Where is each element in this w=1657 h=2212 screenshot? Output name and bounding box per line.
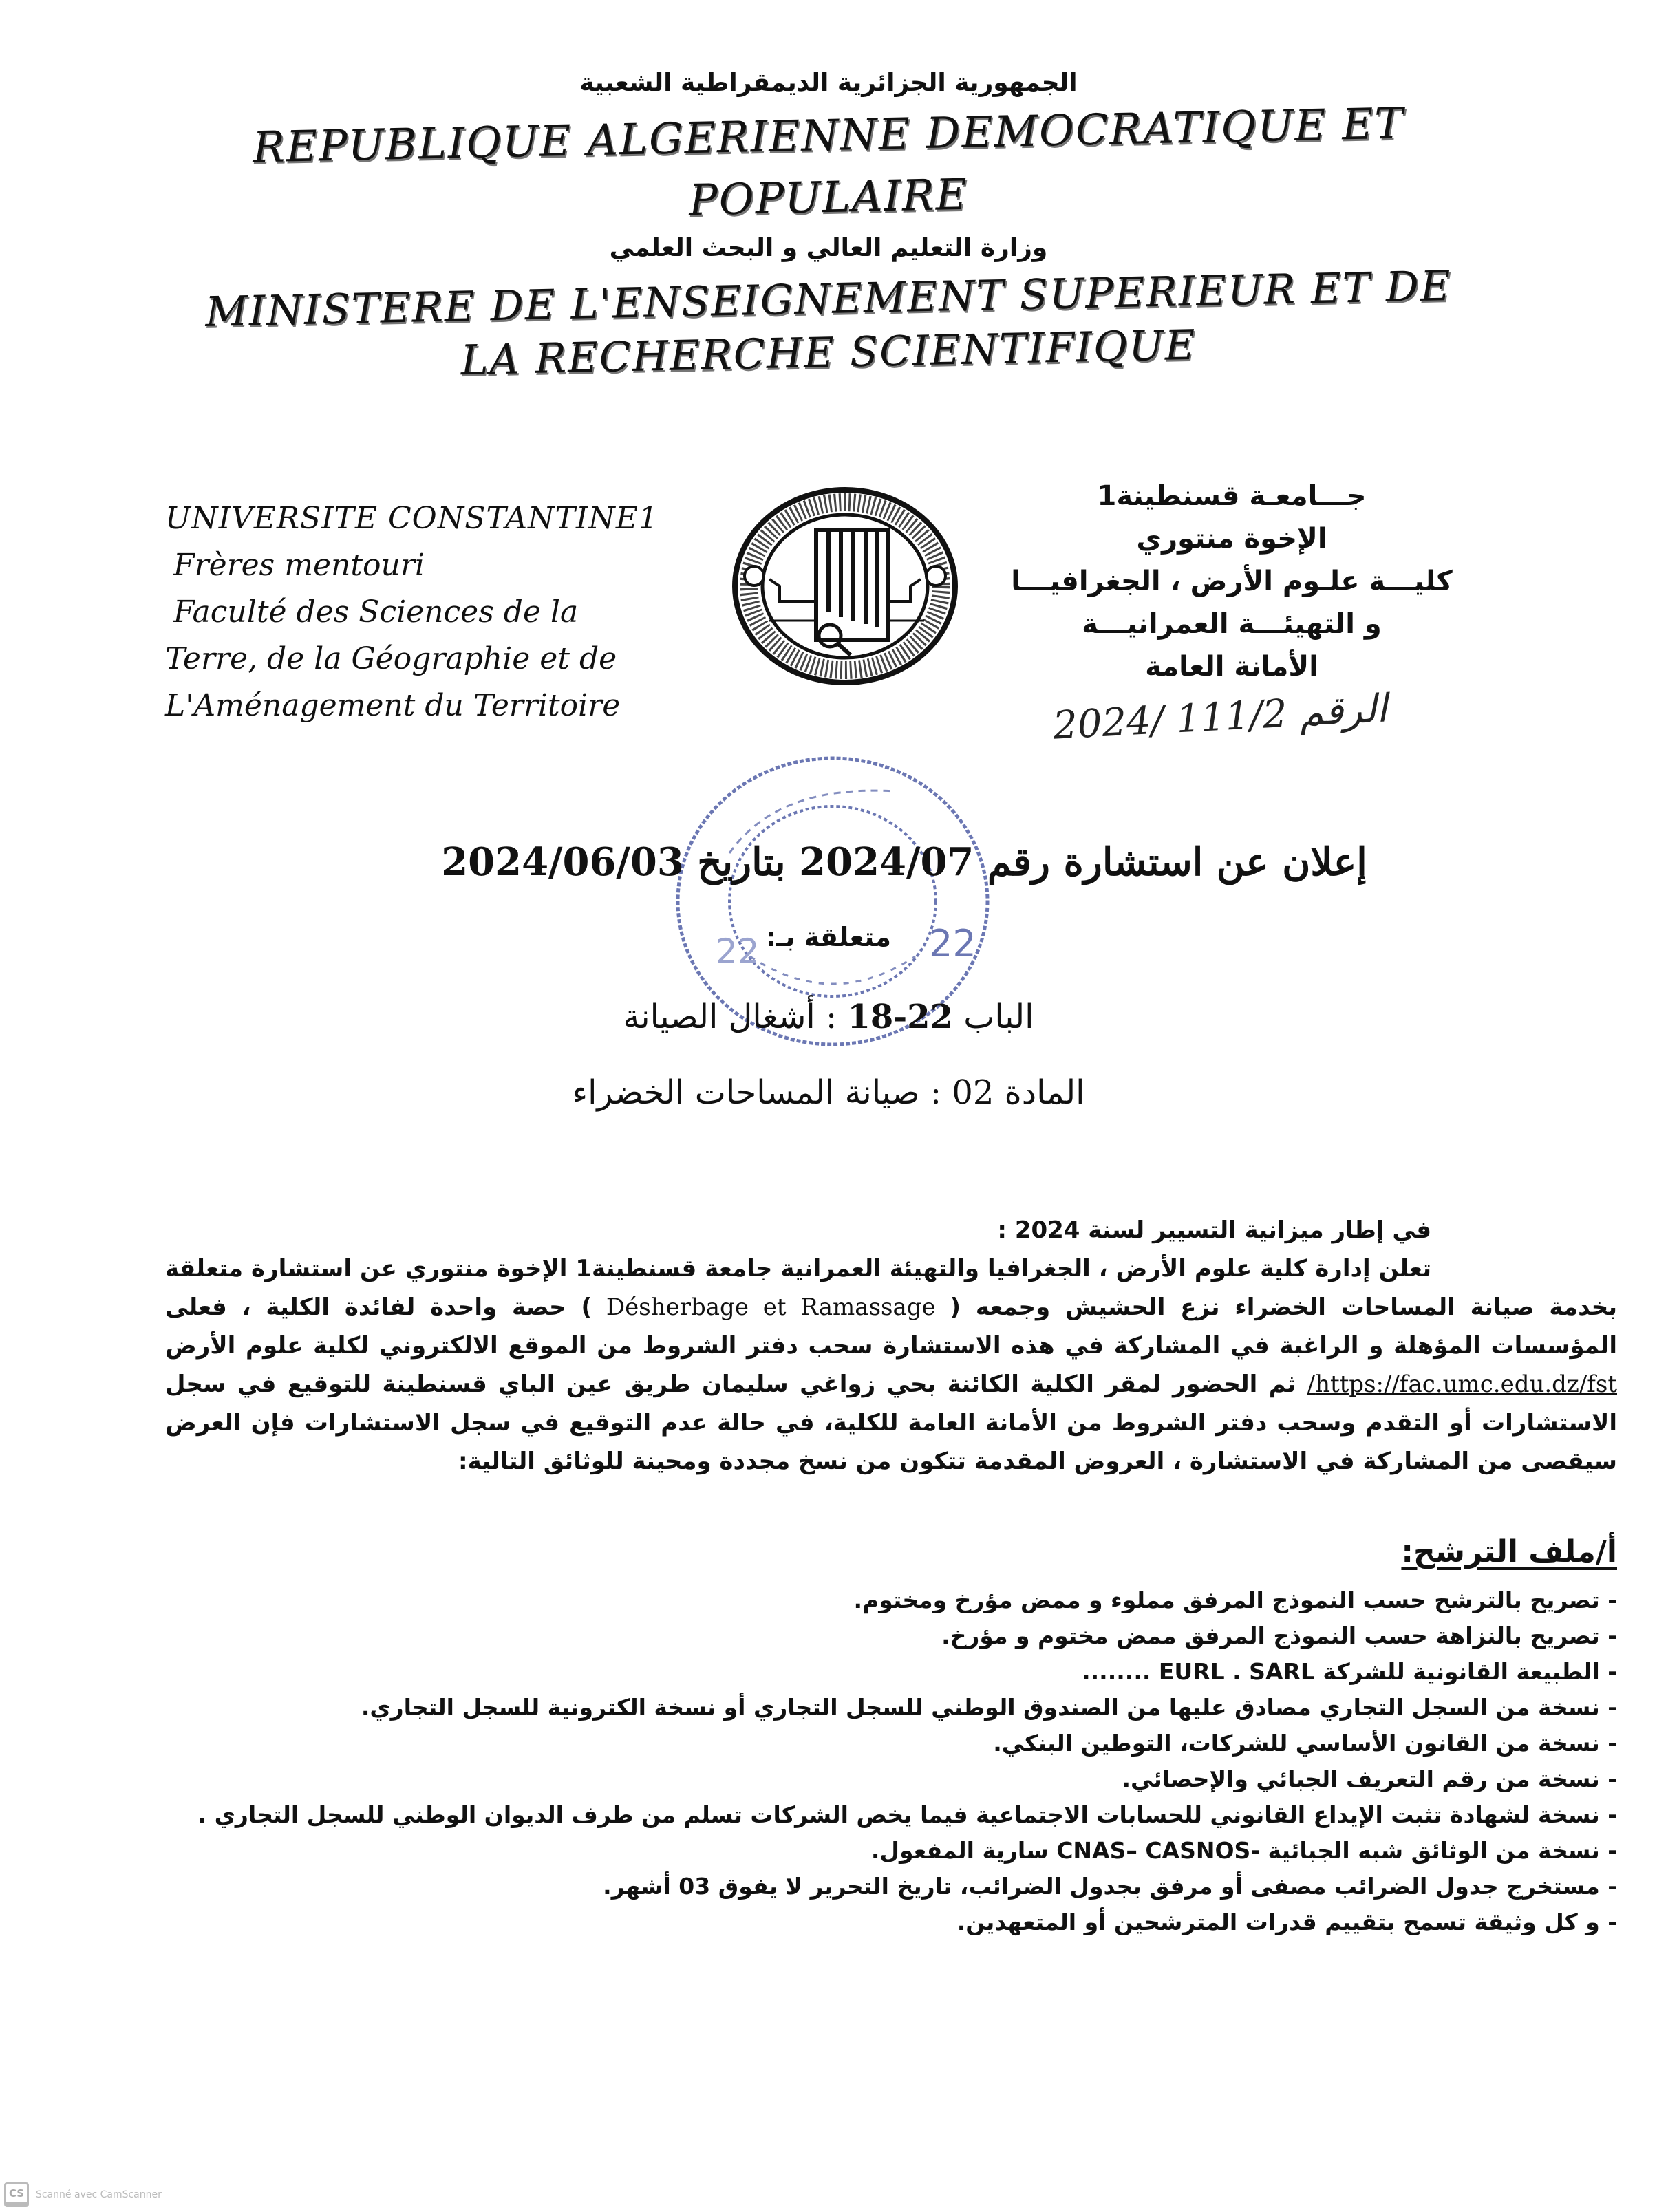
list-item: - تصريح بالنزاهة حسب النموذج المرفق ممض مختوم و مؤرخ.: [941, 1622, 1617, 1649]
service-latin-name: Désherbage et Ramassage: [592, 1293, 950, 1321]
stamp-number: 22: [929, 922, 976, 965]
institution-french-line: L'Aménagement du Territoire: [165, 688, 621, 723]
institution-arabic-block: [991, 475, 1473, 688]
list-item: - نسخة من الوثائق شبه الجبائية -CNAS– CASNOS سارية المفعول.: [870, 1837, 1617, 1864]
list-item: - الطبيعة القانونية للشركة EURL . SARL ........: [1082, 1658, 1617, 1685]
republic-name-arabic: الجمهورية الجزائرية الديمقراطية الشعبية: [579, 69, 1078, 97]
list-item: - تصريح بالترشح حسب النموذج المرفق مملوء و ممض مؤرخ ومختوم.: [853, 1587, 1617, 1613]
article-number: 02: [952, 1073, 994, 1112]
list-item: - نسخة من رقم التعريف الجبائي والإحصائي.: [1122, 1765, 1617, 1792]
list-item: - نسخة لشهادة تثبت الإيداع القانوني للحسابات الاجتماعية فيما يخص الشركات تسلم من طرف الديوان الوطني للسجل التجاري .: [197, 1801, 1617, 1828]
institution-arabic-line: الأمانة العامة: [1145, 651, 1318, 683]
ministry-name-french-line2: LA RECHERCHE SCIENTIFIQUE: [460, 321, 1197, 385]
announcement-body: [165, 1211, 1617, 1481]
institution-french-line: UNIVERSITE CONSTANTINE1: [165, 501, 659, 536]
article-prefix: المادة: [1004, 1073, 1085, 1112]
list-item: - نسخة من السجل التجاري مصادق عليها من الصندوق الوطني للسجل التجاري أو نسخة الكترونية للسجل التجاري.: [361, 1694, 1617, 1721]
budget-intro: في إطار ميزانية التسيير لسنة 2024 :: [997, 1216, 1431, 1244]
chapter-prefix: الباب: [963, 998, 1034, 1036]
faculty-website-link[interactable]: https://fac.umc.edu.dz/fst/: [1307, 1371, 1617, 1398]
candidacy-file-title: أ/ملف الترشح:: [1401, 1534, 1617, 1569]
institution-arabic-line: جـــامعـة قسنطينة1: [1097, 480, 1367, 512]
institution-french-line: Frères mentouri: [173, 548, 425, 583]
list-item: - مستخرج جدول الضرائب مصفى أو مرفق بجدول الضرائب، تاريخ التحرير لا يفوق 03 أشهر.: [603, 1873, 1617, 1900]
scanner-watermark-text: Scanné avec CamScanner: [36, 2189, 162, 2200]
announcement-paragraph: [165, 1249, 1617, 1481]
institution-french-line: Faculté des Sciences de la: [173, 594, 579, 630]
budget-chapter: [0, 998, 1657, 1036]
article-label: : صيانة المساحات الخضراء: [572, 1073, 942, 1112]
handwritten-reference-number: الرقم 111/2 /2024: [1051, 686, 1389, 749]
chapter-number: 22-18: [847, 998, 953, 1036]
camscanner-logo-icon: CS: [4, 2182, 29, 2207]
paragraph-part: تعلن إدارة كلية علوم الأرض ، الجغرافيا والتهيئة العمرانية جامعة قسنطينة1 الإخوة منتوري عن استشارة متعلقة بخدمة صيانة المساحات الخضراء نزع الحشيش وجمعه (: [165, 1255, 1618, 1321]
republic-name-french-line1: REPUBLIQUE ALGERIENNE DEMOCRATIQUE ET: [252, 98, 1405, 173]
list-item: - نسخة من القانون الأساسي للشركات، التوطين البنكي.: [993, 1730, 1617, 1757]
institution-arabic-line: الإخوة منتوري: [1136, 523, 1327, 555]
ministry-name-french-line1: MINISTERE DE L'ENSEIGNEMENT SUPERIEUR ET DE: [204, 262, 1453, 336]
announcement-title: إعلان عن استشارة رقم 2024/07 بتاريخ 2024/06/03: [441, 839, 1367, 885]
institution-arabic-line: كليـــة علـوم الأرض ، الجغرافيـــا: [1011, 566, 1453, 597]
stamp-number: 22: [716, 932, 760, 971]
chapter-label: : أشغال الصيانة: [623, 998, 837, 1036]
institution-french-line: Terre, de la Géographie et de: [165, 641, 617, 676]
institution-french-block: [165, 495, 659, 729]
paragraph-part: ثم الحضور لمقر الكلية الكائنة بحي زواغي سليمان طريق عين الباي قسنطينة للتوقيع في سجل الاستشارات أو التقدم وسحب دفتر الشروط من الأمانة العامة للكلية، في حالة عدم التوقيع في سجل الاستشارات فإن العرض سيقصى من المشاركة في الاستشارة ، العروض المقدمة تتكون من نسخ مجددة ومحينة للوثائق التالية:: [165, 1371, 1617, 1475]
paragraph-part: ) حصة واحدة لفائدة الكلية ، فعلى المؤسسات المؤهلة و الراغبة في المشاركة في هذه الاستشارة سحب دفتر الشروط من الموقع الالكتروني لكلية علوم الأرض: [165, 1293, 1617, 1360]
scanner-watermark: [4, 2182, 162, 2207]
list-item: - و كل وثيقة تسمح بتقييم قدرات المترشحين أو المتعهدين.: [956, 1909, 1617, 1935]
republic-name-french-line2: POPULAIRE: [688, 169, 969, 226]
institution-arabic-line: و التهيئـــة العمرانيـــة: [1082, 608, 1382, 640]
university-seal-icon: [728, 483, 962, 689]
budget-article: [0, 1073, 1657, 1112]
required-documents-list: [172, 1582, 1617, 1940]
announcement-subtitle: متعلقة بـ:: [765, 922, 892, 952]
ministry-name-arabic: وزارة التعليم العالي و البحث العلمي: [609, 234, 1048, 262]
